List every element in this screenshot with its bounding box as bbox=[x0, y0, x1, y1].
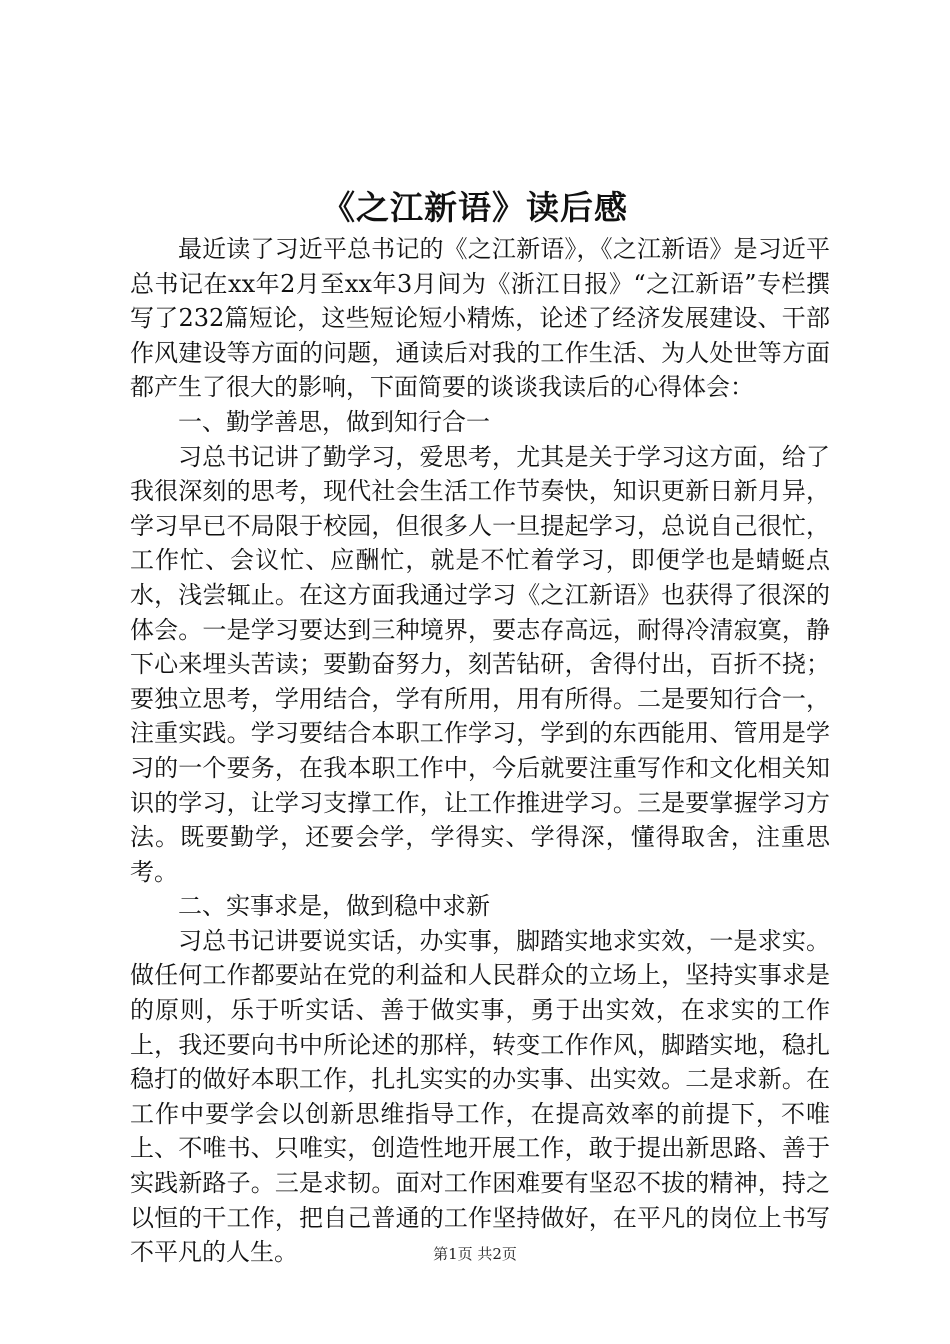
section-heading-2: 二、实事求是，做到稳中求新 bbox=[178, 892, 490, 921]
page-number-footer: 第1页 共2页 bbox=[433, 1245, 517, 1263]
section-1-paragraph: 习总书记讲了勤学习，爱思考，尤其是关于学习这方面，给了我很深刻的思考，现代社会生活工作节奏快，知识更新日新月异，学习早已不局限于校园，但很多人一旦提起学习，总说自己很忙，工作忙、会议忙、应酬忙，就是不忙着学习，即便学也是蜻蜓点水，浅尝辄止。在这方面我通过学习《之江新语》也获得了很深的体会。一是学习要达到三种境界，要志存高远，耐得冷清寂寞，静下心来埋头苦读；要勤奋努力，刻苦钻研，舍得付出，百折不挠；要独立思考，学用结合，学有所用，用有所得。二是要知行合一，注重实践。学习要结合本职工作学习，学到的东西能用、管用是学习的一个要务，在我本职工作中，今后就要注重写作和文化相关知识的学习，让学习支撑工作，让工作推进学习。三是要掌握学习方法。既要勤学，还要会学，学得实、学得深，懂得取舍，注重思考。 bbox=[130, 442, 830, 886]
document-title: 《之江新语》读后感 bbox=[322, 188, 628, 227]
section-heading-1: 一、勤学善思，做到知行合一 bbox=[178, 407, 490, 436]
section-2-paragraph: 习总书记讲要说实话，办实事，脚踏实地求实效，一是求实。做任何工作都要站在党的利益和人民群众的立场上，坚持实事求是的原则，乐于听实话、善于做实事，勇于出实效，在求实的工作上，我还要向书中所论述的那样，转变工作作风，脚踏实地，稳扎稳打的做好本职工作，扎扎实实的办实事、出实效。二是求新。在工作中要学会以创新思维指导工作，在提高效率的前提下，不唯上、不唯书、只唯实，创造性地开展工作，敢于提出新思路、善于实践新路子。三是求韧。面对工作困难要有坚忍不拔的精神，持之以恒的干工作，把自己普通的工作坚持做好，在平凡的岗位上书写不平凡的人生。 bbox=[130, 926, 830, 1267]
intro-paragraph: 最近读了习近平总书记的《之江新语》，《之江新语》是习近平总书记在xx年2月至xx年3月间为《浙江日报》“之江新语”专栏撰写了232篇短论，这些短论短小精炼，论述了经济发展建设、干部作风建设等方面的问题，通读后对我的工作生活、为人处世等方面都产生了很大的影响，下面简要的谈谈我读后的心得体会： bbox=[130, 235, 830, 402]
document-body bbox=[130, 232, 830, 1270]
